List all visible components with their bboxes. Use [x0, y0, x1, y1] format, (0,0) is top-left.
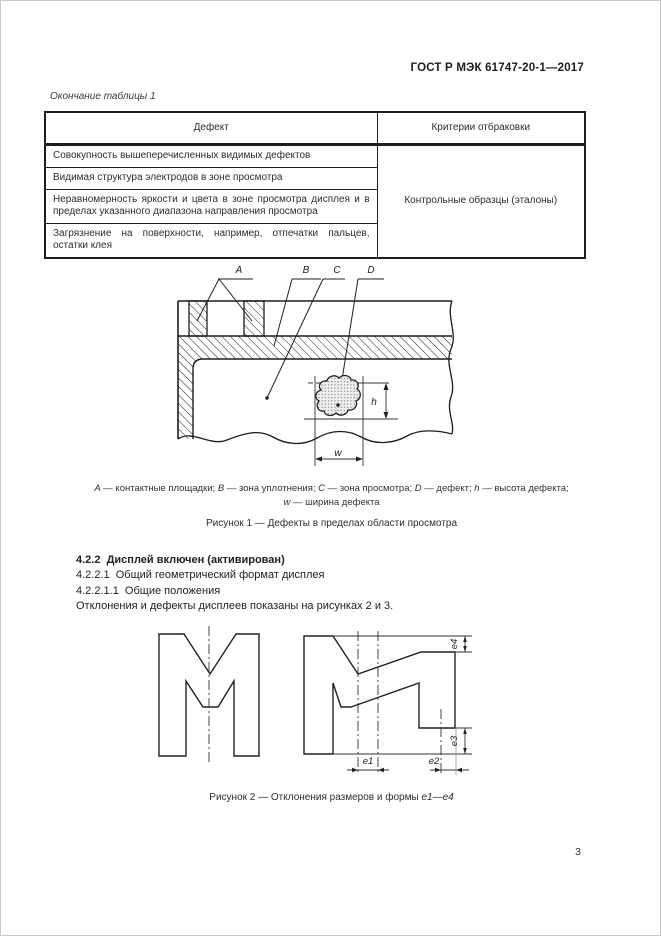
contact-pad — [189, 301, 207, 336]
label-e4: e4 — [449, 638, 460, 650]
figure1-legend-line2: w — ширина дефекта — [283, 497, 380, 508]
break-line-right — [449, 301, 453, 434]
label-d: D — [367, 265, 375, 276]
label-e3: e3 — [449, 735, 460, 747]
defect-cell: Неравномерность яркости и цвета в зоне просмотра дисплея и в пределах указанного диапазона направления просмотра — [45, 189, 377, 223]
column-header-defect: Дефект — [45, 112, 377, 145]
figure1-caption: Рисунок 1 — Дефекты в пределах области просмотра — [205, 518, 458, 529]
figure2-drawing — [151, 623, 481, 785]
label-b: B — [302, 265, 310, 276]
figure2-caption: Рисунок 2 — Отклонения размеров и формы e1—e4 — [209, 792, 454, 803]
label-c: C — [333, 265, 341, 276]
defect-cell: Совокупность вышеперечисленных видимых дефектов — [45, 145, 377, 168]
label-a: A — [235, 265, 243, 276]
contact-pad — [244, 301, 264, 336]
section-heading: 4.2.2 Дисплей включен (активирован) — [76, 554, 285, 566]
label-w: w — [334, 448, 342, 459]
defects-table — [44, 111, 586, 259]
section-4-2-2 — [44, 553, 604, 615]
table-continuation-label: Окончание таблицы 1 — [50, 91, 156, 102]
defect-blob — [316, 376, 360, 416]
figure1-legend-line1: A — контактные площадки; B — зона уплотнения; C — зона просмотра; D — дефект; h — высота дефекта; — [94, 483, 569, 494]
leader-dot-c — [265, 396, 269, 400]
criteria-cell: Контрольные образцы (эталоны) — [377, 145, 585, 258]
figure1-drawing — [161, 259, 471, 473]
column-header-criteria: Критерии отбраковки — [377, 112, 585, 145]
leader-dot-d2 — [336, 403, 340, 407]
distorted-m-shape — [304, 636, 455, 754]
defect-cell: Видимая структура электродов в зоне просмотра — [45, 167, 377, 189]
figure1-legend — [44, 482, 619, 510]
label-e1: e1 — [362, 756, 374, 767]
document-header: ГОСТ Р МЭК 61747-20-1—2017 — [410, 62, 584, 74]
section-body-text: Отклонения и дефекты дисплеев показаны на рисунках 2 и 3. — [76, 600, 394, 613]
table-row — [45, 145, 585, 168]
reference-lines — [333, 636, 472, 770]
page-number: 3 — [575, 846, 581, 858]
defect-cell: Загрязнение на поверхности, например, отпечатки пальцев, остатки клея — [45, 223, 377, 258]
section-subheading-1: 4.2.2.1 Общий геометрический формат дисплея — [76, 569, 325, 582]
table-header-row — [45, 112, 585, 145]
label-e2: e2 — [428, 756, 440, 767]
section-subheading-2: 4.2.2.1.1 Общие положения — [76, 584, 221, 597]
label-h: h — [371, 397, 377, 408]
